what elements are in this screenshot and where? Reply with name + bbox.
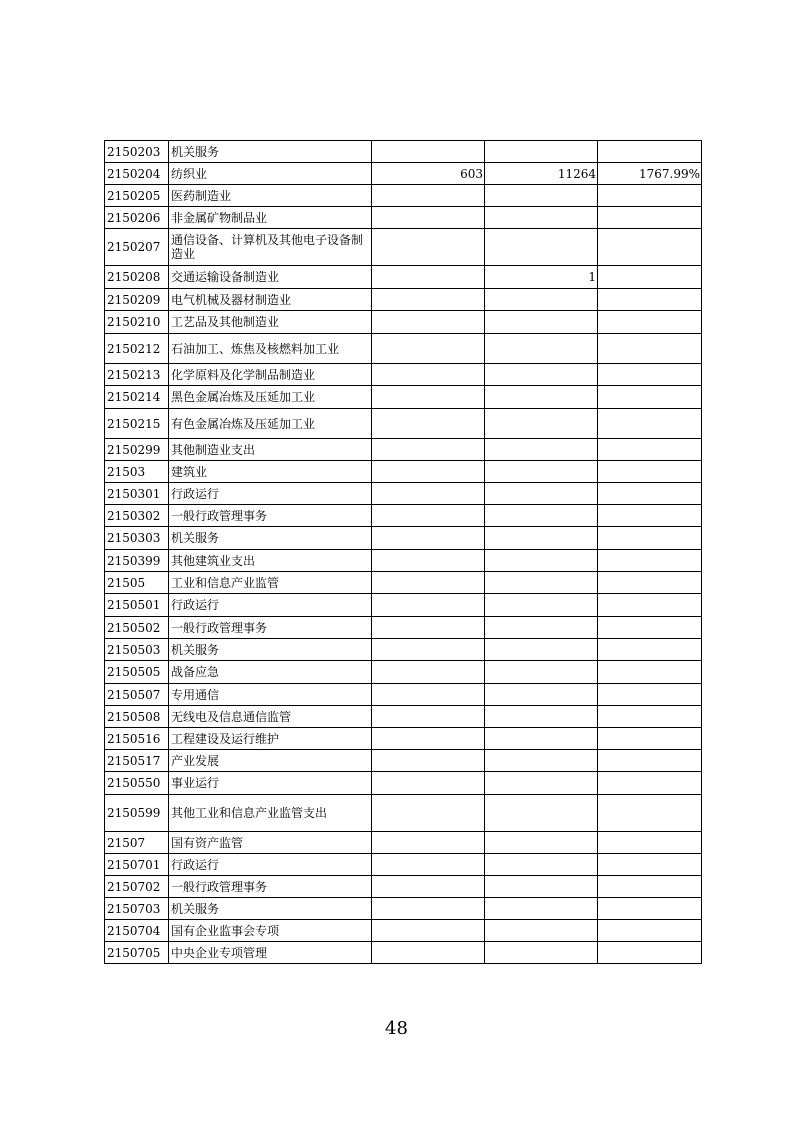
value-cell-1 (372, 854, 485, 876)
name-cell: 行政运行 (169, 854, 372, 876)
value-cell-1 (372, 439, 485, 461)
code-cell: 2150399 (105, 550, 169, 572)
code-cell: 2150508 (105, 706, 169, 728)
name-cell: 一般行政管理事务 (169, 876, 372, 898)
value-cell-1 (372, 572, 485, 594)
budget-table (104, 140, 702, 964)
value-cell-1 (372, 728, 485, 750)
value-cell-1 (372, 706, 485, 728)
table-row (105, 572, 702, 594)
code-cell: 2150507 (105, 684, 169, 706)
name-cell: 战备应急 (169, 661, 372, 684)
value-cell-1 (372, 795, 485, 832)
value-cell-3 (598, 483, 702, 505)
name-cell: 其他建筑业支出 (169, 550, 372, 572)
value-cell-2 (485, 289, 598, 311)
table-row (105, 661, 702, 684)
value-cell-3 (598, 409, 702, 439)
value-cell-3 (598, 876, 702, 898)
code-cell: 2150214 (105, 386, 169, 409)
table-row (105, 617, 702, 639)
code-cell: 2150209 (105, 289, 169, 311)
value-cell-2: 11264 (485, 163, 598, 185)
name-cell: 行政运行 (169, 594, 372, 617)
value-cell-3 (598, 461, 702, 483)
value-cell-1 (372, 832, 485, 854)
value-cell-3 (598, 527, 702, 550)
value-cell-2 (485, 141, 598, 163)
value-cell-1 (372, 942, 485, 964)
table-row (105, 334, 702, 364)
name-cell: 一般行政管理事务 (169, 505, 372, 527)
name-cell: 电气机械及器材制造业 (169, 289, 372, 311)
code-cell: 2150213 (105, 364, 169, 386)
name-cell: 国有企业监事会专项 (169, 920, 372, 942)
value-cell-2 (485, 898, 598, 920)
value-cell-2 (485, 639, 598, 661)
name-cell: 机关服务 (169, 141, 372, 163)
value-cell-3 (598, 550, 702, 572)
code-cell: 2150215 (105, 409, 169, 439)
code-cell: 2150702 (105, 876, 169, 898)
name-cell: 非金属矿物制品业 (169, 207, 372, 229)
value-cell-2 (485, 854, 598, 876)
name-cell: 工艺品及其他制造业 (169, 311, 372, 334)
code-cell: 2150207 (105, 229, 169, 266)
name-cell: 专用通信 (169, 684, 372, 706)
name-cell: 其他制造业支出 (169, 439, 372, 461)
value-cell-2 (485, 527, 598, 550)
value-cell-1 (372, 505, 485, 527)
value-cell-2 (485, 832, 598, 854)
code-cell: 2150203 (105, 141, 169, 163)
table-row (105, 141, 702, 163)
value-cell-1 (372, 185, 485, 207)
value-cell-2 (485, 229, 598, 266)
value-cell-1 (372, 898, 485, 920)
value-cell-2 (485, 364, 598, 386)
value-cell-2 (485, 706, 598, 728)
code-cell: 2150516 (105, 728, 169, 750)
value-cell-1 (372, 876, 485, 898)
value-cell-3 (598, 772, 702, 795)
name-cell: 建筑业 (169, 461, 372, 483)
code-cell: 2150301 (105, 483, 169, 505)
code-cell: 21503 (105, 461, 169, 483)
table-row (105, 461, 702, 483)
table-row (105, 364, 702, 386)
table-row (105, 505, 702, 527)
name-cell: 中央企业专项管理 (169, 942, 372, 964)
table-row (105, 163, 702, 185)
code-cell: 2150550 (105, 772, 169, 795)
table-row (105, 527, 702, 550)
code-cell: 2150599 (105, 795, 169, 832)
code-cell: 21507 (105, 832, 169, 854)
value-cell-2 (485, 795, 598, 832)
name-cell: 一般行政管理事务 (169, 617, 372, 639)
code-cell: 2150704 (105, 920, 169, 942)
table-row (105, 550, 702, 572)
value-cell-3 (598, 898, 702, 920)
name-cell: 石油加工、炼焦及核燃料加工业 (169, 334, 372, 364)
value-cell-3 (598, 334, 702, 364)
name-cell: 工业和信息产业监管 (169, 572, 372, 594)
name-cell: 无线电及信息通信监管 (169, 706, 372, 728)
table-row (105, 898, 702, 920)
table-row (105, 483, 702, 505)
code-cell: 2150505 (105, 661, 169, 684)
name-cell: 产业发展 (169, 750, 372, 772)
value-cell-3 (598, 439, 702, 461)
value-cell-2 (485, 207, 598, 229)
value-cell-2 (485, 461, 598, 483)
value-cell-3 (598, 684, 702, 706)
value-cell-3 (598, 617, 702, 639)
value-cell-3 (598, 832, 702, 854)
value-cell-3 (598, 706, 702, 728)
value-cell-3 (598, 639, 702, 661)
value-cell-3 (598, 185, 702, 207)
table-row (105, 386, 702, 409)
value-cell-1 (372, 461, 485, 483)
table-row (105, 942, 702, 964)
code-cell: 2150517 (105, 750, 169, 772)
code-cell: 2150502 (105, 617, 169, 639)
value-cell-3 (598, 661, 702, 684)
name-cell: 交通运输设备制造业 (169, 266, 372, 289)
value-cell-1 (372, 409, 485, 439)
name-cell: 黑色金属冶炼及压延加工业 (169, 386, 372, 409)
value-cell-1 (372, 527, 485, 550)
value-cell-3 (598, 207, 702, 229)
value-cell-1 (372, 661, 485, 684)
value-cell-1 (372, 684, 485, 706)
table-row (105, 311, 702, 334)
value-cell-2 (485, 483, 598, 505)
table-row (105, 409, 702, 439)
value-cell-2 (485, 409, 598, 439)
table-body (105, 141, 702, 964)
value-cell-3 (598, 942, 702, 964)
value-cell-2 (485, 772, 598, 795)
value-cell-2 (485, 334, 598, 364)
value-cell-3 (598, 750, 702, 772)
value-cell-2: 1 (485, 266, 598, 289)
code-cell: 2150503 (105, 639, 169, 661)
value-cell-1 (372, 289, 485, 311)
value-cell-2 (485, 550, 598, 572)
value-cell-2 (485, 728, 598, 750)
value-cell-1 (372, 483, 485, 505)
value-cell-1 (372, 594, 485, 617)
value-cell-3: 1767.99% (598, 163, 702, 185)
code-cell: 2150302 (105, 505, 169, 527)
table-row (105, 854, 702, 876)
table-row (105, 266, 702, 289)
value-cell-1 (372, 334, 485, 364)
value-cell-1 (372, 617, 485, 639)
code-cell: 2150303 (105, 527, 169, 550)
table-row (105, 795, 702, 832)
value-cell-1 (372, 229, 485, 266)
value-cell-2 (485, 661, 598, 684)
table-row (105, 920, 702, 942)
code-cell: 2150705 (105, 942, 169, 964)
table-row (105, 439, 702, 461)
code-cell: 2150205 (105, 185, 169, 207)
name-cell: 有色金属冶炼及压延加工业 (169, 409, 372, 439)
value-cell-1 (372, 750, 485, 772)
code-cell: 2150206 (105, 207, 169, 229)
code-cell: 2150501 (105, 594, 169, 617)
value-cell-3 (598, 386, 702, 409)
value-cell-2 (485, 505, 598, 527)
table-row (105, 750, 702, 772)
code-cell: 21505 (105, 572, 169, 594)
name-cell: 国有资产监管 (169, 832, 372, 854)
value-cell-2 (485, 572, 598, 594)
value-cell-3 (598, 266, 702, 289)
value-cell-1 (372, 386, 485, 409)
value-cell-3 (598, 505, 702, 527)
value-cell-1 (372, 207, 485, 229)
name-cell: 行政运行 (169, 483, 372, 505)
value-cell-1 (372, 920, 485, 942)
code-cell: 2150299 (105, 439, 169, 461)
name-cell: 机关服务 (169, 527, 372, 550)
name-cell: 机关服务 (169, 898, 372, 920)
value-cell-2 (485, 876, 598, 898)
value-cell-2 (485, 617, 598, 639)
table-row (105, 289, 702, 311)
value-cell-2 (485, 311, 598, 334)
value-cell-1 (372, 639, 485, 661)
name-cell: 化学原料及化学制品制造业 (169, 364, 372, 386)
code-cell: 2150208 (105, 266, 169, 289)
value-cell-3 (598, 920, 702, 942)
value-cell-2 (485, 594, 598, 617)
value-cell-1 (372, 141, 485, 163)
value-cell-3 (598, 289, 702, 311)
code-cell: 2150701 (105, 854, 169, 876)
table-row (105, 832, 702, 854)
table-row (105, 185, 702, 207)
value-cell-1 (372, 364, 485, 386)
code-cell: 2150703 (105, 898, 169, 920)
value-cell-3 (598, 795, 702, 832)
table-row (105, 772, 702, 795)
value-cell-3 (598, 572, 702, 594)
name-cell: 机关服务 (169, 639, 372, 661)
value-cell-2 (485, 750, 598, 772)
value-cell-3 (598, 364, 702, 386)
value-cell-3 (598, 728, 702, 750)
value-cell-3 (598, 311, 702, 334)
name-cell: 其他工业和信息产业监管支出 (169, 795, 372, 832)
table-row (105, 684, 702, 706)
value-cell-1: 603 (372, 163, 485, 185)
value-cell-3 (598, 229, 702, 266)
table-row (105, 876, 702, 898)
name-cell: 事业运行 (169, 772, 372, 795)
table-row (105, 207, 702, 229)
value-cell-2 (485, 185, 598, 207)
table-row (105, 594, 702, 617)
table-row (105, 229, 702, 266)
value-cell-2 (485, 439, 598, 461)
code-cell: 2150204 (105, 163, 169, 185)
value-cell-3 (598, 594, 702, 617)
name-cell: 医药制造业 (169, 185, 372, 207)
code-cell: 2150210 (105, 311, 169, 334)
name-cell: 通信设备、计算机及其他电子设备制造业 (169, 229, 372, 266)
value-cell-3 (598, 854, 702, 876)
value-cell-1 (372, 772, 485, 795)
table-row (105, 706, 702, 728)
value-cell-2 (485, 942, 598, 964)
name-cell: 纺织业 (169, 163, 372, 185)
value-cell-3 (598, 141, 702, 163)
table-row (105, 728, 702, 750)
page-number: 48 (385, 1018, 408, 1039)
value-cell-1 (372, 550, 485, 572)
value-cell-1 (372, 311, 485, 334)
value-cell-2 (485, 684, 598, 706)
value-cell-2 (485, 386, 598, 409)
code-cell: 2150212 (105, 334, 169, 364)
name-cell: 工程建设及运行维护 (169, 728, 372, 750)
value-cell-2 (485, 920, 598, 942)
value-cell-1 (372, 266, 485, 289)
table-row (105, 639, 702, 661)
